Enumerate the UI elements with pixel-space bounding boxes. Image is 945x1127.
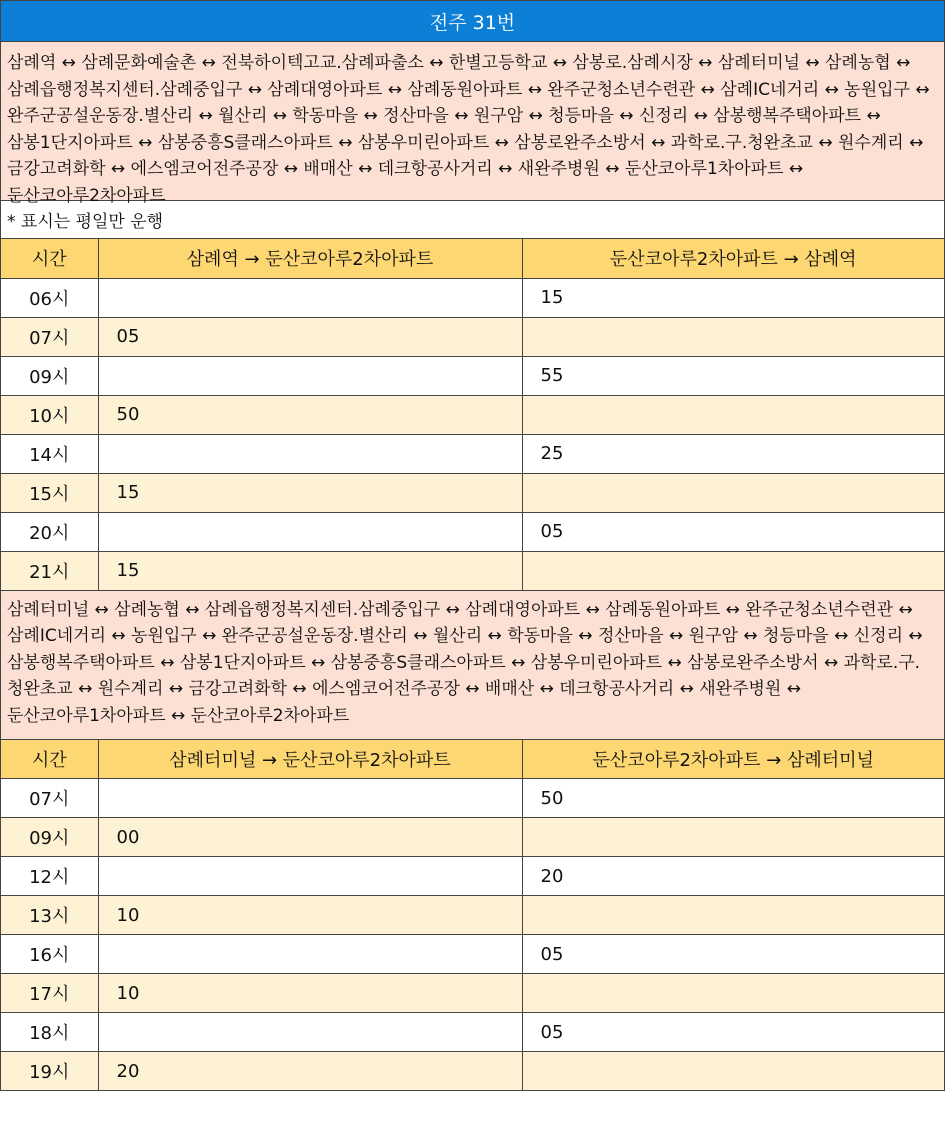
outbound-minute: [98, 512, 522, 551]
table-row: [1, 818, 944, 857]
outbound-minute: [98, 356, 522, 395]
hour-cell: 13시: [1, 896, 98, 935]
table-row: [1, 857, 944, 896]
table-header-row: [1, 239, 944, 278]
outbound-minute: [98, 1013, 522, 1052]
outbound-minute: 10: [98, 974, 522, 1013]
table-row: [1, 512, 944, 551]
outbound-minute: 05: [98, 317, 522, 356]
inbound-minute: [522, 395, 944, 434]
outbound-minute: 20: [98, 1052, 522, 1091]
table-row: [1, 896, 944, 935]
inbound-minute: [522, 473, 944, 512]
route-stops-2: 삼례터미널 ↔ 삼례농협 ↔ 삼례읍행정복지센터.삼례중입구 ↔ 삼례대영아파트 ↔ 삼례동원아파트 ↔ 완주군청소년수련관 ↔ 삼례IC네거리 ↔ 농원입구 ↔ 완주군공설운동장.별산리 ↔ 월산리 ↔ 학동마을 ↔ 정산마을 ↔ 원구암 ↔ 청등마을 ↔ 신정리 ↔ 삼봉행복주택아파트 ↔ 삼봉1단지아파트 ↔ 삼봉중흥S클래스아파트 ↔ 삼봉우미린아파트 ↔ 삼봉로완주소방서 ↔ 과학로.구.청완초교 ↔ 원수계리 ↔ 금강고려화학 ↔ 에스엠코어전주공장 ↔ 배매산 ↔ 데크항공사거리 ↔ 새완주병원 ↔ 둔산코아루1차아파트 ↔ 둔산코아루2차아파트: [1, 591, 944, 740]
outbound-minute: [98, 935, 522, 974]
hour-cell: 19시: [1, 1052, 98, 1091]
hour-cell: 16시: [1, 935, 98, 974]
hour-cell: 10시: [1, 395, 98, 434]
table-row: [1, 434, 944, 473]
inbound-minute: [522, 317, 944, 356]
page-title: 전주 31번: [1, 1, 944, 42]
header-outbound: 삼례역 → 둔산코아루2차아파트: [98, 239, 522, 278]
inbound-minute: [522, 818, 944, 857]
outbound-minute: [98, 779, 522, 818]
hour-cell: 15시: [1, 473, 98, 512]
table-row: [1, 356, 944, 395]
timetable-1: [1, 239, 944, 591]
hour-cell: 07시: [1, 779, 98, 818]
header-outbound: 삼례터미널 → 둔산코아루2차아파트: [98, 740, 522, 779]
timetable-2: [1, 740, 944, 1092]
outbound-minute: 00: [98, 818, 522, 857]
inbound-minute: 05: [522, 935, 944, 974]
inbound-minute: 55: [522, 356, 944, 395]
table-header-row: [1, 740, 944, 779]
hour-cell: 17시: [1, 974, 98, 1013]
header-inbound: 둔산코아루2차아파트 → 삼례역: [522, 239, 944, 278]
table-row: [1, 779, 944, 818]
hour-cell: 09시: [1, 818, 98, 857]
outbound-minute: [98, 857, 522, 896]
table-row: [1, 551, 944, 590]
header-time: 시간: [1, 740, 98, 779]
inbound-minute: [522, 551, 944, 590]
hour-cell: 07시: [1, 317, 98, 356]
outbound-minute: 10: [98, 896, 522, 935]
hour-cell: 18시: [1, 1013, 98, 1052]
inbound-minute: [522, 896, 944, 935]
table-row: [1, 317, 944, 356]
header-time: 시간: [1, 239, 98, 278]
hour-cell: 12시: [1, 857, 98, 896]
hour-cell: 14시: [1, 434, 98, 473]
inbound-minute: [522, 974, 944, 1013]
inbound-minute: [522, 1052, 944, 1091]
inbound-minute: 05: [522, 512, 944, 551]
table-row: [1, 974, 944, 1013]
hour-cell: 09시: [1, 356, 98, 395]
inbound-minute: 25: [522, 434, 944, 473]
table-row: [1, 473, 944, 512]
inbound-minute: 20: [522, 857, 944, 896]
table-row: [1, 1052, 944, 1091]
hour-cell: 21시: [1, 551, 98, 590]
table-row: [1, 935, 944, 974]
inbound-minute: 15: [522, 278, 944, 317]
table-row: [1, 395, 944, 434]
outbound-minute: 15: [98, 551, 522, 590]
outbound-minute: [98, 434, 522, 473]
outbound-minute: 50: [98, 395, 522, 434]
table-row: [1, 278, 944, 317]
header-inbound: 둔산코아루2차아파트 → 삼례터미널: [522, 740, 944, 779]
outbound-minute: 15: [98, 473, 522, 512]
outbound-minute: [98, 278, 522, 317]
inbound-minute: 50: [522, 779, 944, 818]
route-stops-1: 삼례역 ↔ 삼례문화예술촌 ↔ 전북하이텍고교.삼례파출소 ↔ 한별고등학교 ↔ 삼봉로.삼례시장 ↔ 삼례터미널 ↔ 삼례농협 ↔ 삼례읍행정복지센터.삼례중입구 ↔ 삼례대영아파트 ↔ 삼례동원아파트 ↔ 완주군청소년수련관 ↔ 삼례IC네거리 ↔ 농원입구 ↔ 완주군공설운동장.별산리 ↔ 월산리 ↔ 학동마을 ↔ 정산마을 ↔ 원구암 ↔ 청등마을 ↔ 신정리 ↔ 삼봉행복주택아파트 ↔ 삼봉1단지아파트 ↔ 삼봉중흥S클래스아파트 ↔ 삼봉우미린아파트 ↔ 삼봉로완주소방서 ↔ 과학로.구.청완초교 ↔ 원수계리 ↔ 금강고려화학 ↔ 에스엠코어전주공장 ↔ 배매산 ↔ 데크항공사거리 ↔ 새완주병원 ↔ 둔산코아루1차아파트 ↔ 둔산코아루2차아파트: [1, 42, 944, 201]
inbound-minute: 05: [522, 1013, 944, 1052]
table-row: [1, 1013, 944, 1052]
weekday-note: * 표시는 평일만 운행: [1, 201, 944, 239]
hour-cell: 20시: [1, 512, 98, 551]
hour-cell: 06시: [1, 278, 98, 317]
